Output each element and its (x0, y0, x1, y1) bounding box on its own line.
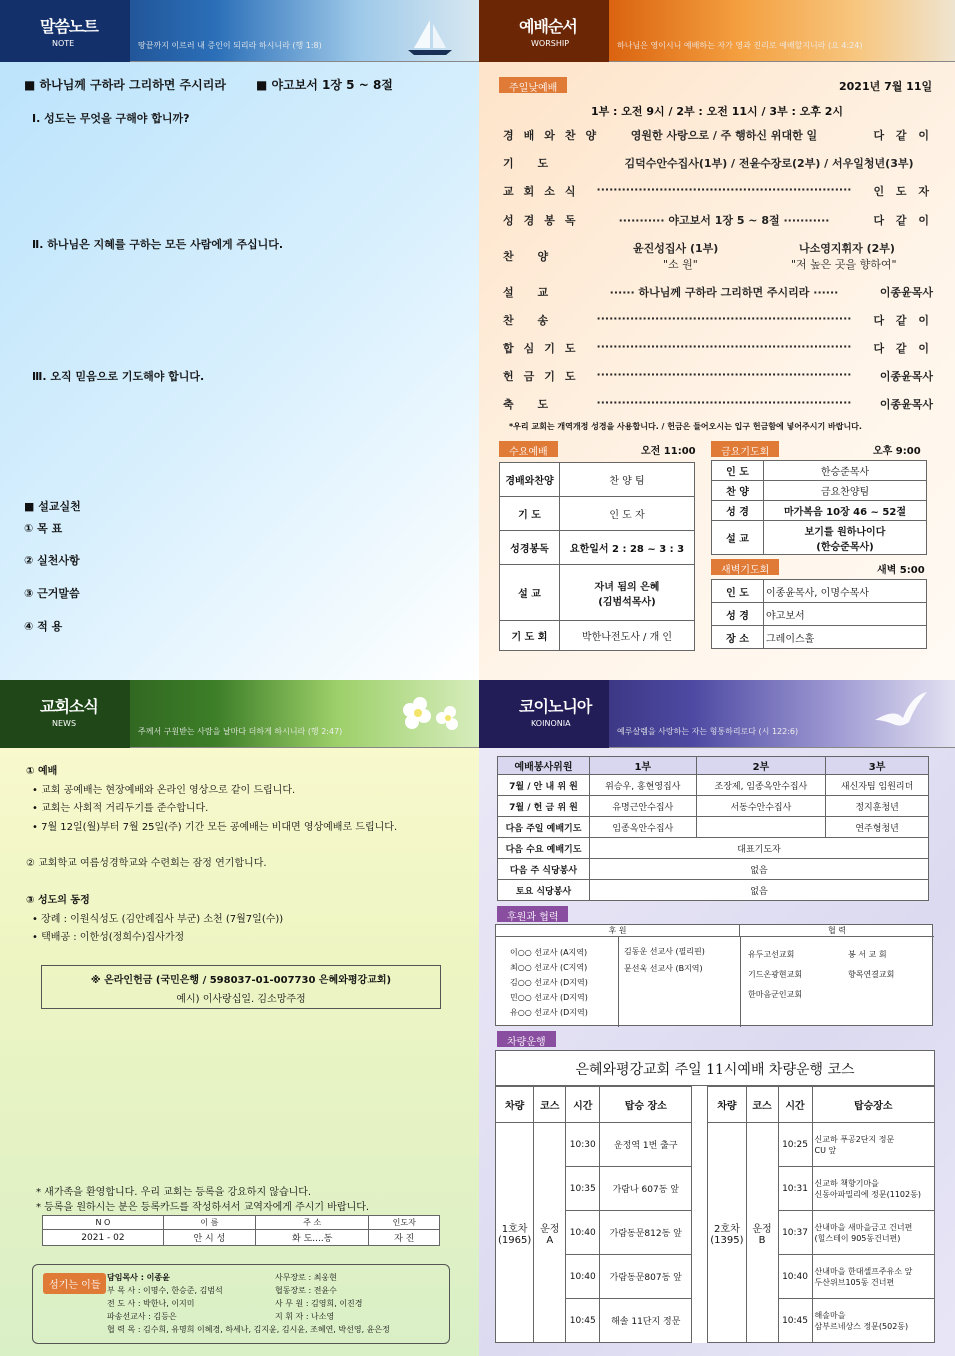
friday-time: 오후 9:00 (873, 446, 921, 457)
reg-cell: 안 시 성 (163, 1230, 255, 1246)
support-head: 후 원 (496, 925, 740, 937)
order-value: ··········· 야고보서 1장 5 ~ 8절 ··········· (618, 214, 830, 227)
wed-value: 박한나전도사 / 개 인 (560, 621, 695, 651)
car2-course: 운정 B (746, 1123, 778, 1343)
news-verse: 주께서 구원받는 사람을 날마다 더하게 하시니라 (행 2:47) (138, 727, 343, 736)
car-head: 코스 (746, 1087, 778, 1123)
sermon-passage: ■ 야고보서 1장 5 ~ 8절 (256, 78, 393, 92)
wed-key: 성경봉독 (500, 531, 560, 565)
car-stop: 신교하 푸공2단지 정문 CU 앞 (812, 1123, 934, 1167)
order-row (503, 155, 933, 175)
worship-notice: *우리 교회는 개역개정 성경을 사용합니다. / 헌금은 들어오시는 입구 헌금함에 넣어주시기 바랍니다. (509, 422, 862, 431)
welcome-note: * 새가족을 환영합니다. 우리 교회는 등록을 강요하지 않습니다. (36, 1187, 312, 1198)
car-time: 10:25 (778, 1123, 812, 1167)
order-key: 설 교 (503, 286, 559, 299)
car-stop: 산내마을 한대셀프주유소 앞 두산위브105동 건너편 (812, 1255, 934, 1299)
coop-head: 협 력 (740, 925, 934, 937)
staff-line: 사 무 원 : 김영희, 이진경 (275, 1299, 363, 1308)
news-section-3: ③ 성도의 동정 (26, 895, 90, 906)
service-table (497, 756, 929, 901)
order-value: ····························································· (596, 312, 852, 325)
dawn-key: 성 경 (712, 603, 764, 626)
news-item: • 장례 : 이원식성도 (김안례집사 부군) 소천 (7월7일(수)) (32, 914, 284, 925)
order-person: 다 같 이 (873, 314, 933, 327)
serve-cell: 위승우, 홍현영집사 (590, 775, 697, 796)
order-person: 이종윤목사 (879, 370, 933, 383)
order-key: 합심기도 (503, 342, 586, 355)
order-key: 찬 양 (503, 250, 559, 263)
support-list-2 (624, 943, 705, 977)
flower-icon (380, 688, 470, 744)
serve-head: 예배봉사위원 (498, 757, 590, 775)
order-key: 성경봉독 (503, 214, 586, 227)
dawn-key: 장 소 (712, 626, 764, 649)
car-stop: 신교하 책향기마을 신동아파밀리에 정문(1102동) (812, 1167, 934, 1211)
support-item: 최○○ 선교사 (C지역) (510, 963, 588, 972)
note-header (0, 0, 479, 62)
practice-item: ② 실천사항 (24, 554, 80, 567)
serve-key: 다음 주 식당봉사 (498, 859, 590, 880)
koinonia-panel (479, 680, 955, 1356)
wed-key: 설 교 (500, 565, 560, 621)
reg-head: 주 소 (255, 1216, 369, 1230)
order-person: 다 같 이 (873, 342, 933, 355)
coop-item: 한마음군인교회 (748, 990, 803, 999)
order-key: 기 도 (503, 157, 559, 170)
fri-key: 찬 양 (712, 481, 764, 501)
worship-title-box (479, 0, 609, 62)
serve-cell (696, 817, 826, 838)
point-1: Ⅰ. 성도는 무엇을 구해야 합니까? (32, 112, 190, 125)
order-key: 교회소식 (503, 185, 586, 198)
coop-item: 봉 서 교 회 (848, 950, 887, 959)
dawn-label: 새벽기도회 (711, 559, 779, 575)
dawn-key: 인 도 (712, 580, 764, 603)
car1-course: 운정 A (534, 1123, 566, 1343)
order-key: 찬 송 (503, 314, 559, 327)
order-value: 김덕수안수집사(1부) / 전윤수장로(2부) / 서우일청년(3부) (624, 157, 914, 170)
serve-cell: 연주형청년 (826, 817, 929, 838)
order-person: 인 도 자 (873, 185, 933, 198)
support-item: 유○○ 선교사 (D지역) (510, 1008, 588, 1017)
support-item: 김동운 선교사 (필리핀) (624, 947, 705, 956)
reg-head: N O (43, 1216, 164, 1230)
coop-list (748, 945, 802, 1005)
bird-icon (871, 690, 931, 740)
order-key: 축 도 (503, 398, 559, 411)
car-head: 시간 (566, 1087, 600, 1123)
worship-times: 1부 : 오전 9시 / 2부 : 오전 11시 / 3부 : 오후 2시 (590, 105, 844, 118)
order-row (503, 340, 933, 360)
online-example: 예시) 이사랑십일. 김소망주정 (176, 994, 306, 1005)
coop-list-2 (848, 945, 894, 985)
order-row (503, 312, 933, 332)
order-person: 다 같 이 (873, 129, 933, 142)
car-time: 10:37 (778, 1211, 812, 1255)
news-title: 교회소식 (40, 697, 98, 716)
sailboat-icon (400, 18, 460, 58)
car-time: 10:31 (778, 1167, 812, 1211)
wed-key: 경배와찬양 (500, 463, 560, 497)
register-note: * 등록을 원하시는 분은 등록카드를 작성하셔서 교역자에게 주시기 바랍니다. (36, 1202, 370, 1213)
car-head: 차량 (708, 1087, 746, 1123)
serve-head: 3부 (826, 757, 929, 775)
staff-list-right (275, 1271, 363, 1323)
serve-head: 1부 (590, 757, 697, 775)
worship-panel (479, 0, 955, 680)
reg-cell: 화 도....동 (255, 1230, 369, 1246)
friday-table (711, 460, 927, 555)
fri-value: 한승준목사 (764, 461, 927, 481)
order-value: ······ 하나님께 구하라 그리하면 주시리라 ······ (609, 286, 839, 299)
practice-item: ① 목 표 (24, 522, 63, 535)
note-panel (0, 0, 479, 680)
news-header (0, 680, 479, 748)
news-item: • 교회는 사회적 거리두기를 준수합니다. (32, 803, 209, 814)
reg-cell: 2021 - 02 (43, 1230, 164, 1246)
serve-key: 다음 주일 예배기도 (498, 817, 590, 838)
order-row (503, 368, 933, 388)
staff-line: 담임목사 : 이종윤 (107, 1273, 170, 1282)
serve-key: 7월 / 안 내 위 원 (498, 775, 590, 796)
news-item: • 택배공 : 이한성(정희수)집사가정 (32, 932, 185, 943)
serve-cell: 임종옥안수집사 (590, 817, 697, 838)
serve-head: 2부 (696, 757, 826, 775)
order-row (503, 183, 933, 203)
practice-title: ■ 설교실천 (24, 500, 81, 513)
worship-date: 2021년 7월 11일 (839, 80, 933, 93)
car-label: 차량운행 (497, 1031, 556, 1047)
fri-value: 보기를 원하나이다 (한승준목사) (764, 521, 927, 555)
worship-title: 예배순서 (519, 17, 577, 36)
online-offering: ※ 온라인헌금 (국민은행 / 598037-01-007730 은혜와평강교회) (90, 975, 392, 986)
koinonia-subtitle: KOINONIA (531, 719, 571, 728)
wednesday-table (499, 462, 695, 651)
car-time: 10:45 (566, 1299, 600, 1343)
order-value: ····························································· (596, 183, 852, 196)
car2-name: 2호차 (1395) (708, 1123, 746, 1343)
dawn-table (711, 579, 927, 649)
note-verse: 땅끝까지 이르러 내 증인이 되리라 하시니라 (행 1:8) (138, 41, 322, 50)
dawn-time: 새벽 5:00 (877, 565, 925, 576)
serve-cell: 서동수안수집사 (696, 796, 826, 817)
car-time: 10:35 (566, 1167, 600, 1211)
fri-value: 금요찬양팀 (764, 481, 927, 501)
car-head: 시간 (778, 1087, 812, 1123)
practice-item: ③ 근거말씀 (24, 587, 80, 600)
news-section-1: ① 예배 (26, 766, 58, 777)
news-subtitle: NEWS (52, 719, 77, 728)
order-row (503, 127, 933, 147)
sermon-heading: ■ 하나님께 구하라 그리하면 주시리라 (24, 78, 226, 92)
praise-row (503, 242, 933, 271)
wednesday-time: 오전 11:00 (641, 446, 696, 457)
support-item: 민○○ 선교사 (D지역) (510, 993, 588, 1002)
note-title: 말씀노트 (40, 17, 98, 36)
dawn-value: 이종윤목사, 이명수목사 (764, 580, 927, 603)
dawn-value: 그레이스홀 (764, 626, 927, 649)
car-head: 탑승 장소 (600, 1087, 692, 1123)
staff-line: 지 휘 자 : 나소영 (275, 1312, 335, 1321)
divider (740, 937, 741, 1027)
worship-header (479, 0, 955, 62)
car-stop: 해솔마을 삼부르네상스 정문(502동) (812, 1299, 934, 1343)
point-2: Ⅱ. 하나님은 지혜를 구하는 모든 사람에게 주십니다. (32, 238, 284, 251)
car-stop: 산내마을 새마을금고 건너편 (힐스테이 905동건너편) (812, 1211, 934, 1255)
news-item: • 교회 공예배는 현장예배와 온라인 영상으로 같이 드립니다. (32, 785, 296, 796)
serve-cell: 유명근안수집사 (590, 796, 697, 817)
support-item: 문선욱 선교사 (B지역) (624, 964, 703, 973)
reg-head: 인도자 (369, 1216, 440, 1230)
staff-line: 협 력 목 : 김수희, 유명희 이혜경, 하세나, 김지윤, 김시윤, 조혜연, 박선영, 윤은정 (107, 1325, 390, 1334)
coop-item: 유두고선교회 (748, 950, 795, 959)
support-list (510, 945, 588, 1020)
reg-cell: 자 진 (369, 1230, 440, 1246)
staff-box (32, 1264, 450, 1344)
praise-1-song: "소 원" (663, 258, 698, 271)
serve-key: 다음 수요 예배기도 (498, 838, 590, 859)
support-label: 후원과 협력 (497, 906, 568, 922)
practice-item: ④ 적 용 (24, 620, 63, 633)
car-time: 10:45 (778, 1299, 812, 1343)
wed-key: 기 도 회 (500, 621, 560, 651)
car-time: 10:40 (566, 1255, 600, 1299)
car-time: 10:30 (566, 1123, 600, 1167)
koinonia-title: 코이노니아 (519, 697, 592, 716)
support-item: 이○○ 선교사 (A지역) (510, 948, 588, 957)
wed-key: 기 도 (500, 497, 560, 531)
serve-cell: 새신자팀 임원리더 (826, 775, 929, 796)
koinonia-verse: 예루살렘을 사랑하는 자는 형통하리로다 (시 122:6) (617, 727, 799, 736)
coop-item: 기드온광현교회 (748, 970, 803, 979)
order-value: 영원한 사랑으로 / 주 행하신 위대한 일 (630, 129, 818, 142)
car-head: 차량 (496, 1087, 534, 1123)
fri-key: 성 경 (712, 501, 764, 521)
news-section-2: ② 교회학교 여름성경학교와 수련회는 잠정 연기합니다. (26, 858, 267, 869)
wed-value: 요한일서 2 : 28 ~ 3 : 3 (560, 531, 695, 565)
staff-line: 전 도 사 : 박한나, 이지미 (107, 1299, 195, 1308)
coop-item: 향목연결교회 (848, 970, 895, 979)
order-value: ····························································· (596, 340, 852, 353)
car-stop: 가람동문812동 앞 (600, 1211, 692, 1255)
koinonia-header (479, 680, 955, 748)
car1-name: 1호차 (1965) (496, 1123, 534, 1343)
spacer (692, 1087, 708, 1123)
staff-line: 부 목 사 : 이명수, 한승준, 김범석 (107, 1286, 223, 1295)
car-table (495, 1086, 935, 1343)
order-key: 헌금기도 (503, 370, 586, 383)
note-title-box (0, 0, 130, 62)
order-value: ····························································· (596, 396, 852, 409)
car-stop: 가람동문807동 앞 (600, 1255, 692, 1299)
order-person: 다 같 이 (873, 214, 933, 227)
staff-label: 섬기는 이들 (43, 1273, 106, 1294)
support-box (495, 924, 933, 1026)
news-item: • 7월 12일(월)부터 7월 25일(주) 기간 모든 공예배는 비대면 영상예배로 드립니다. (32, 822, 398, 833)
serve-key: 7월 / 헌 금 위 원 (498, 796, 590, 817)
news-panel (0, 680, 479, 1356)
koinonia-title-box (479, 680, 609, 748)
serve-cell: 없음 (590, 880, 929, 901)
spacer (692, 1123, 708, 1343)
note-subtitle: NOTE (52, 39, 75, 48)
worship-verse: 하나님은 영이시니 예배하는 자가 영과 진리로 예배할지니라 (요 4:24) (617, 41, 863, 50)
praise-1: 윤진성집사 (1부) (633, 242, 719, 255)
fri-key: 설 교 (712, 521, 764, 555)
serve-key: 토요 식당봉사 (498, 880, 590, 901)
car-time: 10:40 (566, 1211, 600, 1255)
dawn-value: 야고보서 (764, 603, 927, 626)
wed-value: 자녀 됨의 은혜 (김범석목사) (560, 565, 695, 621)
staff-line: 사무장로 : 최웅현 (275, 1273, 337, 1282)
staff-line: 파송선교사 : 김등은 (107, 1312, 177, 1321)
serve-cell: 없음 (590, 859, 929, 880)
serve-cell: 대표기도자 (590, 838, 929, 859)
car-stop: 운정역 1번 출구 (600, 1123, 692, 1167)
serve-cell: 정지훈청년 (826, 796, 929, 817)
point-3: Ⅲ. 오직 믿음으로 기도해야 합니다. (32, 370, 205, 383)
fri-key: 인 도 (712, 461, 764, 481)
praise-2-song: "저 높은 곳을 향하여" (791, 258, 897, 271)
online-offering-box (41, 965, 441, 1009)
order-person: 이종윤목사 (879, 398, 933, 411)
divider (618, 937, 619, 1027)
order-row (503, 284, 933, 304)
car-time: 10:40 (778, 1255, 812, 1299)
sunday-label: 주일낮예배 (499, 77, 567, 93)
car-stop: 가람나 607동 앞 (600, 1167, 692, 1211)
serve-cell: 조장제, 임종옥안수집사 (696, 775, 826, 796)
wed-value: 인 도 자 (560, 497, 695, 531)
wednesday-label: 수요예배 (499, 441, 558, 457)
order-row (503, 212, 933, 232)
wed-value: 찬 양 팀 (560, 463, 695, 497)
order-row (503, 396, 933, 416)
car-title: 은혜와평강교회 주일 11시예배 차량운행 코스 (495, 1050, 935, 1086)
news-title-box (0, 680, 130, 748)
registration-table (42, 1215, 440, 1246)
friday-label: 금요기도회 (711, 441, 779, 457)
worship-subtitle: WORSHIP (531, 39, 570, 48)
order-person: 이종윤목사 (879, 286, 933, 299)
order-key: 경배와찬양 (503, 129, 607, 142)
car-head: 탑승장소 (812, 1087, 934, 1123)
fri-value: 마가복음 10장 46 ~ 52절 (764, 501, 927, 521)
staff-line: 협동장로 : 전윤수 (275, 1286, 337, 1295)
support-item: 김○○ 선교사 (D지역) (510, 978, 588, 987)
reg-head: 이 름 (163, 1216, 255, 1230)
car-stop: 해솔 11단지 정문 (600, 1299, 692, 1343)
praise-2: 나소영지휘자 (2부) (799, 242, 895, 255)
order-value: ····························································· (596, 368, 852, 381)
car-head: 코스 (534, 1087, 566, 1123)
